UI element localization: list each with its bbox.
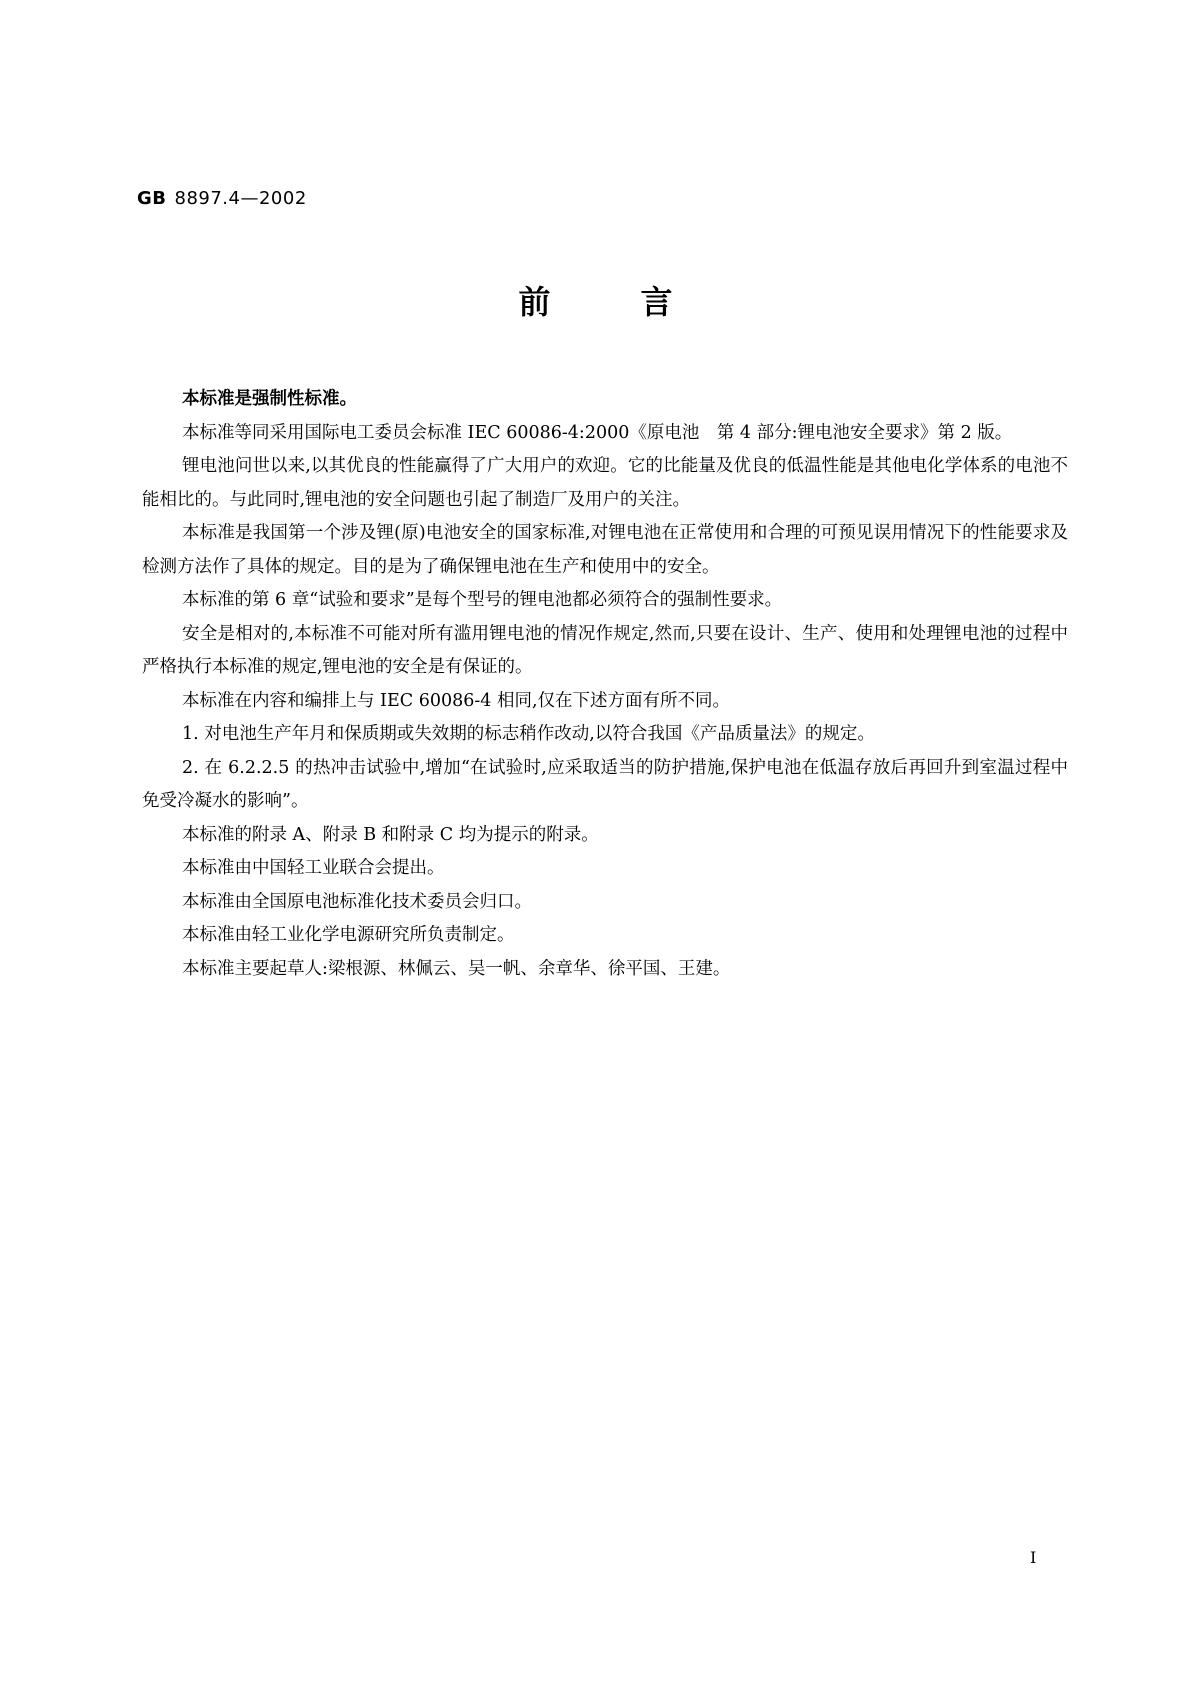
foreword-body: [142, 383, 1068, 986]
paragraph: 本标准在内容和编排上与 IEC 60086-4 相同,仅在下述方面有所不同。: [182, 690, 731, 711]
page-title: 前言: [518, 283, 763, 321]
paragraph: 安全是相对的,本标准不可能对所有滥用锂电池的情况作规定,然而,只要在设计、生产、使用和处理锂电池的过程中严格执行本标准的规定,锂电池的安全是有保证的。: [142, 623, 1068, 677]
document-code-prefix: GB: [137, 188, 167, 209]
paragraph: 本标准的附录 A、附录 B 和附录 C 均为提示的附录。: [182, 824, 599, 845]
document-code-number: 8897.4—2002: [174, 188, 307, 209]
paragraph: 本标准是我国第一个涉及锂(原)电池安全的国家标准,对锂电池在正常使用和合理的可预见误用情况下的性能要求及检测方法作了具体的规定。目的是为了确保锂电池在生产和使用中的安全。: [142, 523, 1068, 577]
paragraph: 本标准由中国轻工业联合会提出。: [182, 858, 445, 878]
paragraph: 锂电池问世以来,以其优良的性能赢得了广大用户的欢迎。它的比能量及优良的低温性能是其他电化学体系的电池不能相比的。与此同时,锂电池的安全问题也引起了制造厂及用户的关注。: [142, 456, 1068, 510]
list-item: 2. 在 6.2.2.5 的热冲击试验中,增加“在试验时,应采取适当的防护措施,保护电池在低温存放后再回升到室温过程中免受冷凝水的影响”。: [142, 757, 1068, 811]
paragraph: 本标准等同采用国际电工委员会标准 IEC 60086-4:2000《原电池 第 4 部分:锂电池安全要求》第 2 版。: [182, 422, 1013, 443]
document-code: [137, 188, 307, 209]
paragraph: 本标准由全国原电池标准化技术委员会归口。: [182, 891, 532, 912]
paragraph-mandatory-statement: 本标准是强制性标准。: [182, 389, 357, 409]
paragraph: 本标准由轻工业化学电源研究所负责制定。: [182, 925, 515, 945]
page-number: I: [1030, 1548, 1037, 1567]
list-item: 1. 对电池生产年月和保质期或失效期的标志稍作改动,以符合我国《产品质量法》的规定。: [182, 724, 875, 744]
paragraph: 本标准主要起草人:梁根源、林佩云、吴一帆、余章华、徐平国、王建。: [182, 958, 731, 979]
paragraph: 本标准的第 6 章“试验和要求”是每个型号的锂电池都必须符合的强制性要求。: [182, 590, 783, 610]
